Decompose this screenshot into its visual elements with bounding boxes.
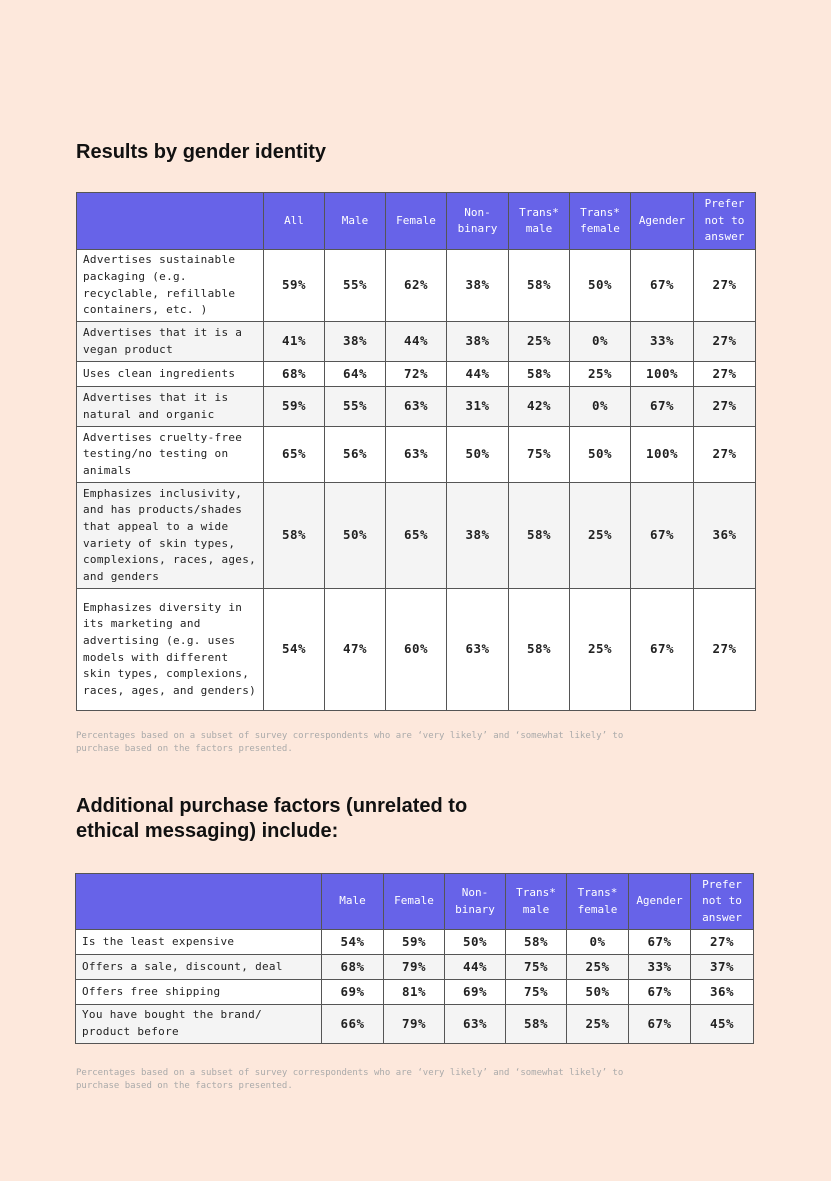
percent-cell: 67%: [631, 483, 694, 589]
table-header-row: [76, 874, 754, 930]
percent-cell: 67%: [629, 980, 691, 1005]
percent-cell: 38%: [447, 483, 509, 589]
table-row: [76, 955, 754, 980]
percent-cell: 50%: [570, 427, 631, 483]
percent-cell: 0%: [570, 387, 631, 427]
percent-cell: 64%: [325, 362, 386, 387]
percent-cell: 27%: [694, 362, 756, 387]
percent-cell: 25%: [570, 362, 631, 387]
column-header: Male: [325, 193, 386, 250]
percent-cell: 47%: [325, 589, 386, 711]
percent-cell: 41%: [264, 322, 325, 362]
percent-cell: 50%: [445, 930, 506, 955]
percent-cell: 54%: [322, 930, 384, 955]
percent-cell: 25%: [570, 589, 631, 711]
percent-cell: 79%: [384, 1005, 445, 1044]
percent-cell: 0%: [567, 930, 629, 955]
percent-cell: 72%: [386, 362, 447, 387]
column-header: Agender: [631, 193, 694, 250]
percent-cell: 58%: [264, 483, 325, 589]
percent-cell: 63%: [447, 589, 509, 711]
table-row: [76, 1005, 754, 1044]
percent-cell: 58%: [509, 362, 570, 387]
percent-cell: 0%: [570, 322, 631, 362]
table-row: [77, 589, 756, 711]
column-header: All: [264, 193, 325, 250]
percent-cell: 67%: [631, 387, 694, 427]
percent-cell: 58%: [506, 930, 567, 955]
percent-cell: 37%: [691, 955, 754, 980]
percent-cell: 56%: [325, 427, 386, 483]
percent-cell: 65%: [264, 427, 325, 483]
row-label: Advertises that it is a vegan product: [77, 322, 264, 362]
percent-cell: 69%: [445, 980, 506, 1005]
percent-cell: 62%: [386, 250, 447, 322]
percent-cell: 58%: [509, 589, 570, 711]
percent-cell: 63%: [386, 427, 447, 483]
percent-cell: 27%: [694, 322, 756, 362]
column-header: Female: [384, 874, 445, 930]
percent-cell: 59%: [384, 930, 445, 955]
percent-cell: 50%: [447, 427, 509, 483]
table-row: [77, 427, 756, 483]
column-header: Prefer not to answer: [691, 874, 754, 930]
column-header: Trans* male: [506, 874, 567, 930]
percent-cell: 50%: [567, 980, 629, 1005]
percent-cell: 42%: [509, 387, 570, 427]
percent-cell: 67%: [631, 250, 694, 322]
percent-cell: 68%: [264, 362, 325, 387]
footnote: Percentages based on a subset of survey correspondents who are ‘very likely’ and ‘somewhat likely’ to purchase based on the factors presented.: [76, 731, 624, 754]
column-header: Agender: [629, 874, 691, 930]
percent-cell: 59%: [264, 387, 325, 427]
percent-cell: 55%: [325, 387, 386, 427]
percent-cell: 33%: [629, 955, 691, 980]
percent-cell: 50%: [570, 250, 631, 322]
percent-cell: 67%: [629, 930, 691, 955]
percent-cell: 44%: [386, 322, 447, 362]
percent-cell: 65%: [386, 483, 447, 589]
percent-cell: 45%: [691, 1005, 754, 1044]
percent-cell: 58%: [509, 250, 570, 322]
column-header: Non- binary: [445, 874, 506, 930]
percent-cell: 38%: [447, 322, 509, 362]
percent-cell: 79%: [384, 955, 445, 980]
percent-cell: 27%: [694, 589, 756, 711]
percent-cell: 63%: [445, 1005, 506, 1044]
row-label: Offers free shipping: [76, 980, 322, 1005]
footnote: Percentages based on a subset of survey correspondents who are ‘very likely’ and ‘somewhat likely’ to purchase based on the factors presented.: [76, 1068, 624, 1091]
percent-cell: 58%: [509, 483, 570, 589]
column-header: Trans* male: [509, 193, 570, 250]
percent-cell: 38%: [325, 322, 386, 362]
table-header-row: [77, 193, 756, 250]
percent-cell: 63%: [386, 387, 447, 427]
percent-cell: 69%: [322, 980, 384, 1005]
row-label: Offers a sale, discount, deal: [76, 955, 322, 980]
percent-cell: 25%: [570, 483, 631, 589]
percent-cell: 44%: [445, 955, 506, 980]
row-label: Is the least expensive: [76, 930, 322, 955]
table-row: [76, 980, 754, 1005]
percent-cell: 27%: [694, 427, 756, 483]
percent-cell: 59%: [264, 250, 325, 322]
section-title-gender: Results by gender identity: [76, 141, 327, 163]
percent-cell: 31%: [447, 387, 509, 427]
percent-cell: 100%: [631, 362, 694, 387]
percent-cell: 67%: [631, 589, 694, 711]
row-label: Advertises that it is natural and organic: [77, 387, 264, 427]
row-label: Advertises sustainable packaging (e.g. recyclable, refillable containers, etc. ): [77, 250, 264, 322]
column-header: Trans* female: [567, 874, 629, 930]
section-title-additional-factors: Additional purchase factors (unrelated to ethical messaging) include:: [76, 795, 468, 842]
table-row: [77, 362, 756, 387]
row-label: Advertises cruelty-free testing/no testing on animals: [77, 427, 264, 483]
table-row: [77, 483, 756, 589]
percent-cell: 54%: [264, 589, 325, 711]
percent-cell: 66%: [322, 1005, 384, 1044]
percent-cell: 100%: [631, 427, 694, 483]
percent-cell: 38%: [447, 250, 509, 322]
percent-cell: 25%: [509, 322, 570, 362]
percent-cell: 27%: [694, 387, 756, 427]
percent-cell: 67%: [629, 1005, 691, 1044]
percent-cell: 81%: [384, 980, 445, 1005]
percent-cell: 55%: [325, 250, 386, 322]
percent-cell: 68%: [322, 955, 384, 980]
percent-cell: 33%: [631, 322, 694, 362]
percent-cell: 44%: [447, 362, 509, 387]
percent-cell: 36%: [691, 980, 754, 1005]
percent-cell: 36%: [694, 483, 756, 589]
percent-cell: 27%: [694, 250, 756, 322]
percent-cell: 75%: [509, 427, 570, 483]
table-row: [77, 322, 756, 362]
gender-results-table: [76, 192, 756, 711]
percent-cell: 25%: [567, 1005, 629, 1044]
table-row: [77, 387, 756, 427]
row-label: Uses clean ingredients: [77, 362, 264, 387]
row-label: Emphasizes diversity in its marketing and advertising (e.g. uses models with different skin types, complexions, races, ages, and genders): [77, 589, 264, 711]
percent-cell: 60%: [386, 589, 447, 711]
table-row: [76, 930, 754, 955]
column-header: Trans* female: [570, 193, 631, 250]
column-header: Non- binary: [447, 193, 509, 250]
column-header: Female: [386, 193, 447, 250]
row-label: You have bought the brand/ product before: [76, 1005, 322, 1044]
percent-cell: 75%: [506, 955, 567, 980]
percent-cell: 58%: [506, 1005, 567, 1044]
header-blank-cell: [77, 193, 264, 250]
percent-cell: 25%: [567, 955, 629, 980]
header-blank-cell: [76, 874, 322, 930]
column-header: Male: [322, 874, 384, 930]
table-row: [77, 250, 756, 322]
percent-cell: 75%: [506, 980, 567, 1005]
row-label: Emphasizes inclusivity, and has products/shades that appeal to a wide variety of skin types, complexions, races, ages, and genders: [77, 483, 264, 589]
additional-factors-table: [75, 873, 754, 1044]
percent-cell: 50%: [325, 483, 386, 589]
percent-cell: 27%: [691, 930, 754, 955]
column-header: Prefer not to answer: [694, 193, 756, 250]
